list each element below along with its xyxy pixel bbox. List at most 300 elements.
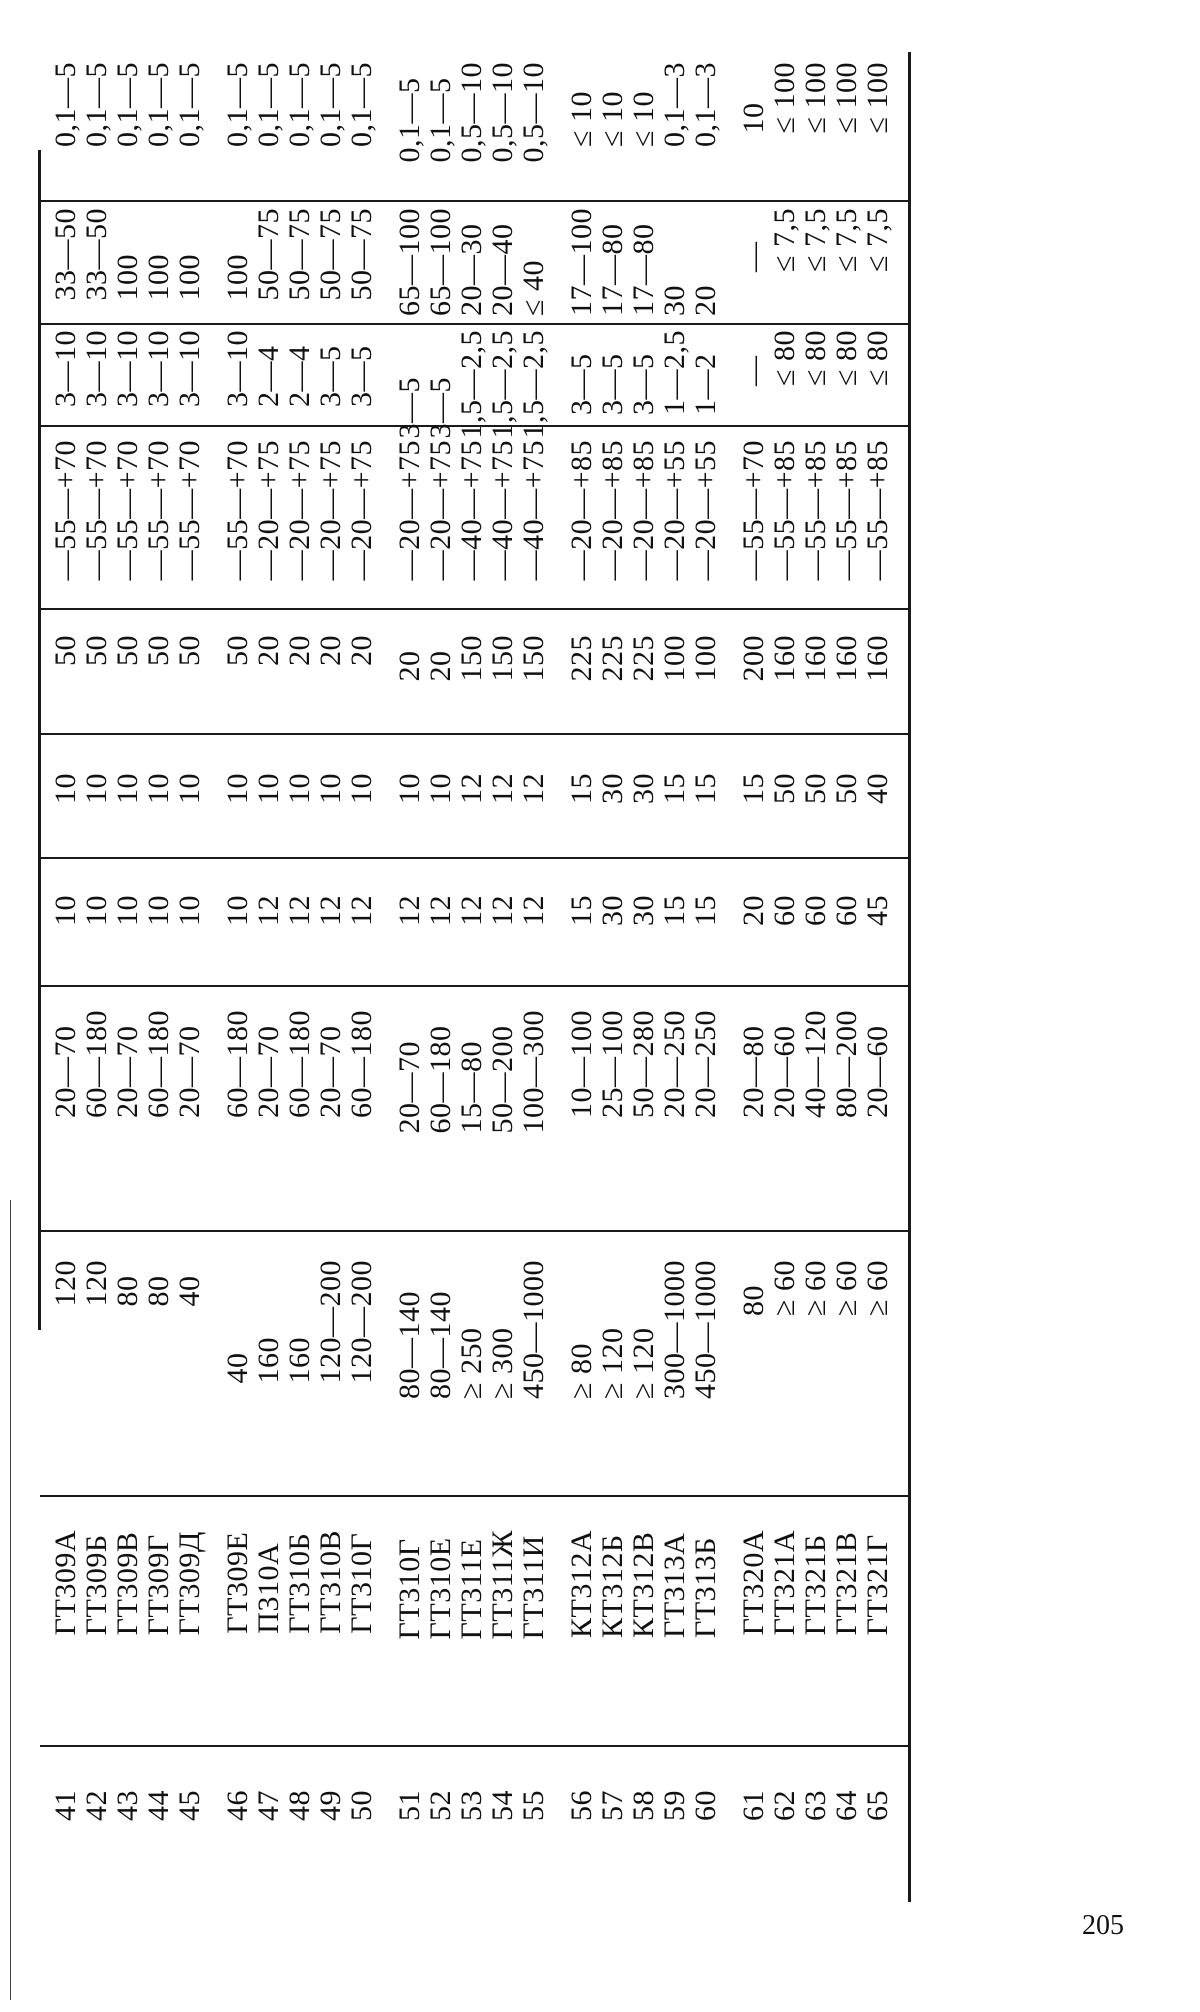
cell: П310А — [252, 1542, 285, 1634]
cell: ≤ 10 — [627, 91, 660, 147]
cell: ГТ311И — [517, 1535, 550, 1640]
cell: 20 — [283, 635, 316, 666]
cell: —55—+70 — [737, 440, 770, 581]
cell: 80—140 — [424, 1291, 457, 1399]
group-5 — [738, 1530, 893, 1635]
cell: 10 — [221, 895, 254, 926]
cell: 12 — [314, 895, 347, 926]
cell: 50 — [49, 635, 82, 666]
cell: КТ312В — [627, 1531, 660, 1638]
cell: —20—+75 — [424, 440, 457, 581]
cell: ≤ 80 — [830, 330, 863, 386]
group-5 — [738, 895, 893, 926]
group-1 — [50, 895, 205, 926]
cell: ГТ321Б — [799, 1534, 832, 1636]
cell: 20—250 — [689, 1010, 722, 1118]
cell: ≤ 100 — [799, 62, 832, 134]
cell: 10 — [142, 895, 175, 926]
cell: 56 — [565, 1790, 598, 1821]
cell: ≤ 7,5 — [768, 208, 801, 272]
cell: 10—100 — [565, 1010, 598, 1118]
cell: 20 — [689, 285, 722, 316]
cell: 61 — [737, 1790, 770, 1821]
cell: 50 — [345, 1790, 378, 1821]
column-7 — [50, 635, 900, 705]
cell: 160 — [768, 635, 801, 682]
cell: ≤ 100 — [861, 62, 894, 134]
cell: 65—100 — [393, 208, 426, 316]
group-2 — [222, 330, 377, 407]
cell: 15 — [565, 895, 598, 926]
cell: ≤ 40 — [517, 260, 550, 316]
group-5 — [738, 1010, 893, 1118]
cell: —55—+70 — [49, 440, 82, 581]
cell: 10 — [393, 773, 426, 804]
cell: ГТ309В — [111, 1531, 144, 1636]
cell: 55 — [517, 1790, 550, 1821]
group-3 — [394, 1790, 549, 1821]
group-1 — [50, 1010, 205, 1118]
cell: 20—70 — [252, 1025, 285, 1118]
cell: 20—70 — [173, 1025, 206, 1118]
cell: 12 — [252, 895, 285, 926]
group-4 — [566, 1530, 721, 1638]
cell: —20—+55 — [658, 440, 691, 581]
cell: —20—+75 — [252, 440, 285, 581]
cell: 3—5 — [393, 377, 426, 439]
cell: 10 — [49, 773, 82, 804]
cell: 120—200 — [314, 1260, 347, 1384]
cell: 20—70 — [111, 1025, 144, 1118]
cell: 60 — [830, 895, 863, 926]
cell: 10 — [49, 895, 82, 926]
cell: 120—200 — [345, 1260, 378, 1384]
cell: 51 — [393, 1790, 426, 1821]
cell: 225 — [627, 635, 660, 682]
cell: 20 — [252, 635, 285, 666]
cell: 17—100 — [565, 208, 598, 316]
cell: 40 — [861, 773, 894, 804]
group-4 — [566, 773, 721, 804]
cell: — — [737, 355, 770, 386]
group-4 — [566, 895, 721, 926]
cell: 15 — [737, 773, 770, 804]
cell: 20—60 — [768, 1025, 801, 1118]
cell: ≥ 60 — [768, 1260, 801, 1316]
cell: 50—280 — [627, 1010, 660, 1118]
cell: 3—10 — [49, 330, 82, 407]
cell: ≤ 7,5 — [861, 208, 894, 272]
cell: 20—70 — [393, 1041, 426, 1134]
group-5 — [738, 440, 893, 580]
cell: 3—5 — [627, 353, 660, 415]
cell: —40—+75 — [486, 440, 519, 581]
cell: 30 — [596, 895, 629, 926]
cell: 50—75 — [283, 208, 316, 301]
group-1 — [50, 773, 205, 804]
cell: 120 — [49, 1260, 82, 1307]
cell: 12 — [283, 895, 316, 926]
column-1 — [50, 1790, 900, 1860]
cell: ГТ310Б — [283, 1532, 316, 1634]
cell: 12 — [486, 895, 519, 926]
cell: 3—5 — [345, 345, 378, 407]
cell: 160 — [861, 635, 894, 682]
cell: 50 — [768, 773, 801, 804]
cell: 80—200 — [830, 1010, 863, 1118]
cell: 59 — [658, 1790, 691, 1821]
group-3 — [394, 773, 549, 804]
cell: 10 — [283, 773, 316, 804]
cell: 30 — [627, 895, 660, 926]
cell: 160 — [799, 635, 832, 682]
cell: 160 — [252, 1337, 285, 1384]
column-4 — [50, 1010, 900, 1200]
cell: 10 — [142, 773, 175, 804]
cell: ГТ310В — [314, 1530, 347, 1634]
cell: 0,1—5 — [111, 62, 144, 147]
group-1 — [50, 62, 205, 147]
cell: —40—+75 — [517, 440, 550, 581]
cell: 10 — [221, 773, 254, 804]
cell: ≤ 7,5 — [830, 208, 863, 272]
cell: 3—10 — [111, 330, 144, 407]
rule-c6-c5 — [40, 857, 910, 859]
group-4 — [566, 1790, 721, 1821]
cell: ГТ310Е — [424, 1537, 457, 1640]
group-2 — [222, 1530, 377, 1634]
column-2 — [50, 1530, 900, 1730]
cell: 0,1—5 — [49, 62, 82, 147]
cell: 10 — [424, 773, 457, 804]
group-1 — [50, 440, 205, 580]
group-4 — [566, 330, 721, 415]
cell: 10 — [345, 773, 378, 804]
cell: 60 — [799, 895, 832, 926]
cell: 3—10 — [173, 330, 206, 407]
cell: 0,5—10 — [517, 62, 550, 163]
cell: 10 — [314, 773, 347, 804]
group-5 — [738, 635, 893, 682]
cell: —20—+85 — [565, 440, 598, 581]
cell: 20—80 — [737, 1025, 770, 1118]
cell: 20—60 — [861, 1025, 894, 1118]
cell: 45 — [861, 895, 894, 926]
cell: 12 — [424, 895, 457, 926]
cell: 40 — [221, 1352, 254, 1384]
cell: ≥ 250 — [455, 1327, 488, 1399]
cell: 60—180 — [221, 1010, 254, 1118]
cell: —55—+85 — [799, 440, 832, 581]
cell: 1,5—2,5 — [517, 330, 550, 439]
group-2 — [222, 895, 377, 926]
cell: 12 — [393, 895, 426, 926]
cell: 60—180 — [80, 1010, 113, 1118]
cell: 48 — [283, 1790, 316, 1821]
cell: ≥ 300 — [486, 1327, 519, 1399]
rule-c11-c10 — [40, 200, 910, 202]
cell: 80—140 — [393, 1291, 426, 1399]
cell: 20 — [737, 895, 770, 926]
cell: 12 — [517, 895, 550, 926]
group-2 — [222, 773, 377, 804]
cell: 49 — [314, 1790, 347, 1821]
cell: 40—120 — [799, 1010, 832, 1118]
cell: ГТ321В — [830, 1531, 863, 1636]
cell: 1,5—2,5 — [455, 330, 488, 439]
cell: ≤ 7,5 — [799, 208, 832, 272]
group-2 — [222, 1260, 377, 1384]
cell: 33—50 — [80, 208, 113, 301]
cell: 30 — [658, 285, 691, 316]
group-5 — [738, 62, 893, 133]
cell: 10 — [111, 895, 144, 926]
group-4 — [566, 635, 721, 682]
cell: 60—180 — [424, 1025, 457, 1134]
cell: 50—75 — [314, 208, 347, 301]
cell: 10 — [111, 773, 144, 804]
group-5 — [738, 1260, 893, 1316]
group-3 — [394, 1530, 549, 1639]
cell: 150 — [517, 635, 550, 682]
rule-c8-c7 — [40, 608, 910, 610]
cell: 0,5—10 — [455, 62, 488, 163]
group-3 — [394, 635, 549, 682]
cell: 64 — [830, 1790, 863, 1821]
group-5 — [738, 773, 893, 804]
cell: 25—100 — [596, 1010, 629, 1118]
cell: ГТ313Б — [689, 1537, 722, 1638]
cell: ≥ 60 — [830, 1260, 863, 1316]
cell: 50 — [80, 635, 113, 666]
cell: 3—5 — [596, 353, 629, 415]
cell: 60—180 — [345, 1010, 378, 1118]
cell: 42 — [80, 1790, 113, 1821]
cell: ГТ310Г — [345, 1532, 378, 1634]
cell: 1—2 — [689, 353, 722, 415]
cell: ≥ 60 — [861, 1260, 894, 1316]
cell: 0,1—5 — [173, 62, 206, 147]
frame-right — [908, 52, 911, 1902]
cell: 20 — [424, 650, 457, 682]
cell: 12 — [486, 773, 519, 804]
group-4 — [566, 208, 721, 316]
cell: ГТ313А — [658, 1532, 691, 1638]
cell: 65 — [861, 1790, 894, 1821]
cell: 0,1—3 — [658, 62, 691, 147]
cell: —20—+85 — [627, 440, 660, 581]
cell: 17—80 — [627, 223, 660, 316]
group-4 — [566, 440, 721, 580]
cell: 12 — [455, 773, 488, 804]
cell: —55—+70 — [221, 440, 254, 581]
cell: 52 — [424, 1790, 457, 1821]
cell: —55—+70 — [80, 440, 113, 581]
group-2 — [222, 635, 377, 666]
frame-left-lower — [10, 1200, 11, 2000]
group-1 — [50, 1260, 205, 1307]
cell: 46 — [221, 1790, 254, 1821]
cell: —20—+75 — [314, 440, 347, 581]
cell: 10 — [252, 773, 285, 804]
cell: 50 — [173, 635, 206, 666]
cell: ≥ 60 — [799, 1260, 832, 1316]
group-5 — [738, 208, 893, 272]
cell: 1,5—2,5 — [486, 330, 519, 439]
rule-c10-c9 — [40, 323, 910, 325]
cell: 45 — [173, 1790, 206, 1821]
cell: 17—80 — [596, 223, 629, 316]
cell: 57 — [596, 1790, 629, 1821]
cell: 0,1—5 — [393, 77, 426, 163]
cell: ГТ309Е — [221, 1531, 254, 1634]
cell: 20—30 — [455, 223, 488, 316]
cell: 50—75 — [345, 208, 378, 301]
cell: —20—+75 — [393, 440, 426, 581]
cell: 30 — [596, 773, 629, 804]
cell: ГТ321Г — [861, 1534, 894, 1636]
cell: ГТ320А — [737, 1530, 770, 1636]
cell: ГТ311Ж — [486, 1530, 519, 1640]
group-3 — [394, 895, 549, 926]
cell: 10 — [80, 773, 113, 804]
cell: —55—+85 — [861, 440, 894, 581]
group-4 — [566, 1010, 721, 1118]
cell: 50 — [221, 635, 254, 666]
cell: 50 — [830, 773, 863, 804]
cell: 50—200 — [486, 1025, 519, 1134]
cell: 10 — [80, 895, 113, 926]
cell: 3—10 — [80, 330, 113, 407]
cell: 0,1—5 — [283, 62, 316, 147]
cell: 10 — [737, 102, 770, 134]
cell: 3—10 — [221, 330, 254, 407]
cell: 15 — [658, 895, 691, 926]
cell: 200 — [737, 635, 770, 682]
cell: 50—75 — [252, 208, 285, 301]
cell: — — [737, 241, 770, 272]
cell: 2—4 — [283, 345, 316, 407]
group-1 — [50, 208, 205, 301]
cell: ГТ321А — [768, 1530, 801, 1636]
cell: 100 — [173, 254, 206, 301]
group-4 — [566, 62, 721, 147]
cell: 3—5 — [314, 345, 347, 407]
cell: 15 — [689, 773, 722, 804]
cell: —20—+75 — [345, 440, 378, 581]
cell: —55—+70 — [173, 440, 206, 581]
cell: 30 — [627, 773, 660, 804]
group-2 — [222, 440, 377, 580]
cell: —20—+85 — [596, 440, 629, 581]
cell: ≤ 80 — [768, 330, 801, 386]
cell: 225 — [565, 635, 598, 682]
cell: 50 — [111, 635, 144, 666]
cell: 10 — [173, 895, 206, 926]
cell: КТ312А — [565, 1530, 598, 1638]
group-3 — [394, 1260, 549, 1399]
cell: 225 — [596, 635, 629, 682]
cell: 43 — [111, 1790, 144, 1821]
cell: ГТ309Г — [142, 1534, 175, 1636]
cell: 15 — [689, 895, 722, 926]
cell: 3—5 — [565, 353, 598, 415]
group-1 — [50, 330, 205, 407]
cell: —55—+70 — [142, 440, 175, 581]
cell: 100—300 — [517, 1010, 550, 1134]
column-6 — [50, 773, 900, 833]
cell: 3—5 — [424, 377, 457, 439]
cell: 0,5—10 — [486, 62, 519, 163]
group-2 — [222, 62, 377, 147]
cell: 100 — [689, 635, 722, 682]
cell: 20 — [314, 635, 347, 666]
cell: ≤ 80 — [799, 330, 832, 386]
cell: —20—+55 — [689, 440, 722, 581]
rule-c3-c2 — [40, 1495, 910, 1497]
cell: 12 — [345, 895, 378, 926]
column-9 — [49, 330, 900, 439]
cell: 20—250 — [658, 1010, 691, 1118]
cell: ГТ310Г — [393, 1538, 426, 1640]
cell: 160 — [283, 1337, 316, 1384]
cell: ГТ311Е — [455, 1538, 488, 1640]
cell: 47 — [252, 1790, 285, 1821]
cell: 1—2,5 — [658, 330, 691, 415]
cell: ГТ309Б — [80, 1534, 113, 1636]
cell: 450—1000 — [689, 1260, 722, 1399]
group-4 — [566, 1260, 721, 1399]
group-3 — [394, 330, 549, 439]
cell: 54 — [486, 1790, 519, 1821]
rule-c2-c1 — [40, 1745, 910, 1747]
frame-left — [38, 150, 41, 1330]
cell: —55—+70 — [111, 440, 144, 581]
cell: 12 — [455, 895, 488, 926]
group-3 — [394, 208, 549, 316]
cell: 0,1—5 — [345, 62, 378, 147]
cell: 80 — [737, 1284, 770, 1316]
cell: —55—+85 — [768, 440, 801, 581]
cell: 0,1—5 — [424, 77, 457, 163]
cell: 60 — [689, 1790, 722, 1821]
cell: 15—80 — [455, 1041, 488, 1134]
cell: 0,1—5 — [314, 62, 347, 147]
column-10 — [50, 208, 900, 318]
cell: 20—70 — [49, 1025, 82, 1118]
cell: 44 — [142, 1790, 175, 1821]
group-2 — [222, 208, 377, 301]
cell: 20—70 — [314, 1025, 347, 1118]
cell: 0,1—5 — [142, 62, 175, 147]
cell: 62 — [768, 1790, 801, 1821]
cell: 300—1000 — [658, 1260, 691, 1399]
cell: 40 — [173, 1275, 206, 1307]
cell: 0,1—5 — [80, 62, 113, 147]
cell: 2—4 — [252, 345, 285, 407]
cell: 0,1—3 — [689, 62, 722, 147]
cell: 450—1000 — [517, 1260, 550, 1399]
group-2 — [222, 1010, 377, 1118]
cell: 12 — [517, 773, 550, 804]
group-5 — [738, 1790, 893, 1821]
cell: —20—+75 — [283, 440, 316, 581]
cell: 60—180 — [283, 1010, 316, 1118]
rule-c7-c6 — [40, 733, 910, 735]
cell: 50 — [799, 773, 832, 804]
page-number: 205 — [1082, 1910, 1124, 1941]
cell: 53 — [455, 1790, 488, 1821]
